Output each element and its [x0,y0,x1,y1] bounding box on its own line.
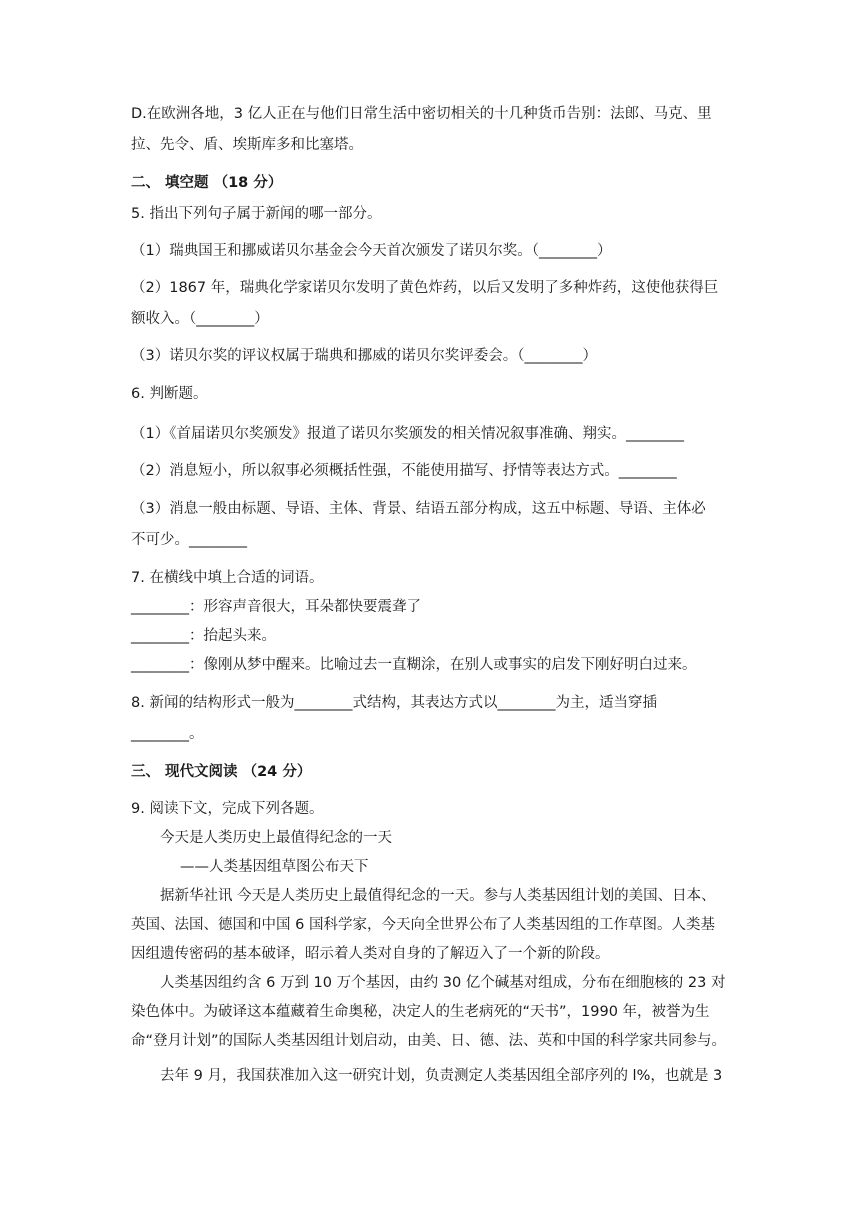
question-9-stem: 9. 阅读下文，完成下列各题。 [131,801,324,817]
option-d-line-1: D.在欧洲各地，3 亿人正在与他们日常生活中密切相关的十几种货币告别：法郎、马克、里 [131,106,712,122]
section-3-heading: 三、 现代文阅读 （24 分） [131,764,312,780]
question-7-stem: 7. 在横线中填上合适的词语。 [131,570,324,586]
section-2-heading: 二、 填空题 （18 分） [131,175,283,191]
question-6-item-2: （2）消息短小，所以叙事必须概括性强，不能使用描写、抒情等表达方式。________ [131,463,677,479]
article-title: 今天是人类历史上最值得纪念的一天 [160,830,392,846]
question-6-stem: 6. 判断题。 [131,386,208,402]
question-7-item-3: ________：像刚从梦中醒来。比喻过去一直糊涂，在别人或事实的启发下刚好明白过来。 [131,657,697,673]
question-7-item-2: ________：抬起头来。 [131,628,276,644]
question-6-item-1: （1）《首届诺贝尔奖颁发》报道了诺贝尔奖颁发的相关情况叙事准确、翔实。________ [131,426,684,442]
article-paragraph-1-line-2: 英国、法国、德国和中国 6 国科学家，今天向全世界公布了人类基因组的工作草图。人类基 [131,917,715,933]
question-8-line-2: ________。 [131,726,204,742]
question-6-item-3-line-2: 不可少。________ [131,532,247,548]
option-d-line-2: 拉、先令、盾、埃斯库多和比塞塔。 [131,137,363,153]
article-paragraph-2-line-3: 命“登月计划”的国际人类基因组计划启动，由美、日、德、法、英和中国的科学家共同参与。 [131,1033,727,1049]
article-paragraph-2-line-1: 人类基因组约含 6 万到 10 万个基因，由约 30 亿个碱基对组成，分布在细胞核的 23 对 [160,975,726,991]
article-paragraph-1-line-3: 因组遗传密码的基本破译，昭示着人类对自身的了解迈入了一个新的阶段。 [131,946,610,962]
article-paragraph-3-line-1: 去年 9 月，我国获准加入这一研究计划，负责测定人类基因组全部序列的 l%，也就是 3 [160,1068,723,1084]
question-5-item-2-line-2: 额收入。（________） [131,311,269,327]
article-paragraph-1-line-1: 据新华社讯 今天是人类历史上最值得纪念的一天。参与人类基因组计划的美国、日本、 [160,888,716,904]
article-paragraph-2-line-2: 染色体中。为破译这本蕴藏着生命奥秘，决定人的生老病死的“天书”，1990 年，被誉为生 [131,1004,710,1020]
question-6-item-3-line-1: （3）消息一般由标题、导语、主体、背景、结语五部分构成，这五中标题、导语、主体必 [131,501,706,517]
question-5-item-3: （3）诺贝尔奖的评议权属于瑞典和挪威的诺贝尔奖评委会。（________） [131,348,597,364]
question-8-line-1: 8. 新闻的结构形式一般为________式结构，其表达方式以________为主，适当穿插 [131,695,657,711]
question-7-item-1: ________：形容声音很大，耳朵都快要震聋了 [131,599,421,615]
question-5-item-1: （1）瑞典国王和挪威诺贝尔基金会今天首次颁发了诺贝尔奖。（________） [131,243,612,259]
question-5-item-2-line-1: （2）1867 年，瑞典化学家诺贝尔发明了黄色炸药，以后又发明了多种炸药，这使他获得巨 [131,280,719,296]
question-5-stem: 5. 指出下列句子属于新闻的哪一部分。 [131,206,382,222]
article-subtitle: ——人类基因组草图公布天下 [180,859,369,875]
